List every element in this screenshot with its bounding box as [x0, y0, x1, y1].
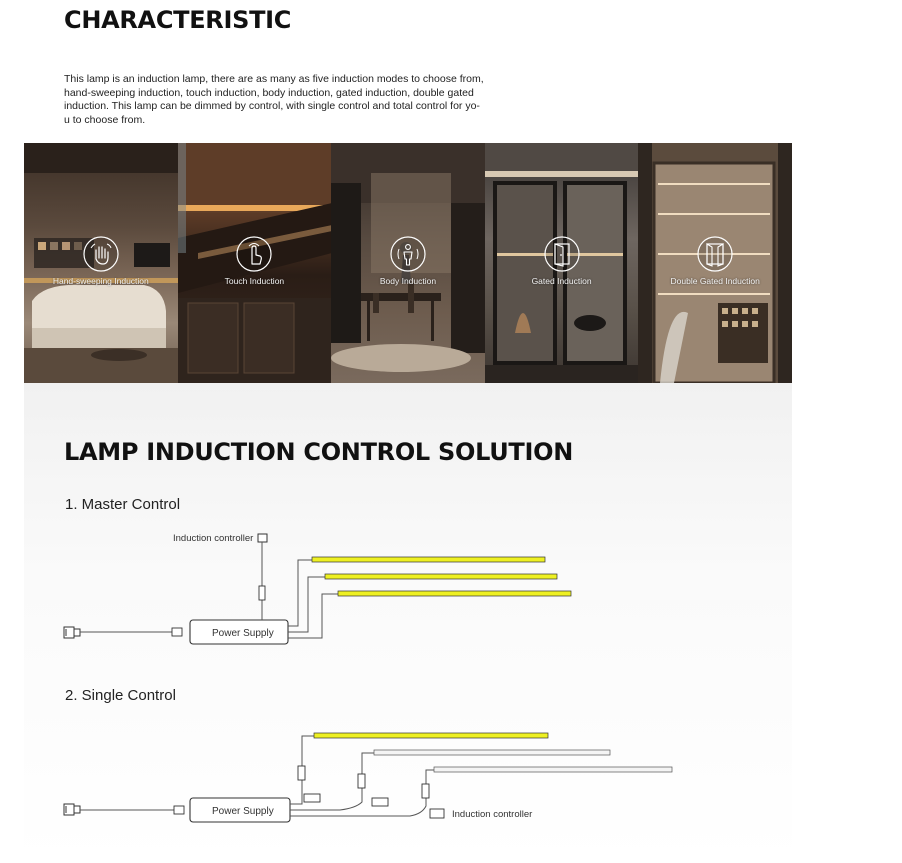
mode-label: Hand-sweeping Induction: [52, 276, 149, 286]
single-controller-label: Induction controller: [452, 809, 533, 820]
single-induction-controller: [430, 809, 444, 818]
single-mains-plug: [64, 804, 80, 815]
master-control-heading: 1. Master Control: [65, 496, 181, 513]
single-psu-label: Power Supply: [212, 806, 274, 817]
master-mains-plug: [64, 627, 80, 638]
solution-title: LAMP INDUCTION CONTROL SOLUTION: [64, 438, 573, 466]
characteristic-title: CHARACTERISTIC: [64, 6, 292, 34]
single-led-strip-3: [434, 767, 672, 772]
mode-label: Double Gated Induction: [670, 276, 760, 286]
single-led-strip-2: [374, 750, 610, 755]
mode-label: Touch Induction: [224, 276, 285, 286]
intro-line: This lamp is an induction lamp, there are as many as five induction modes to choose from,: [64, 73, 484, 85]
master-controller-label: Induction controller: [173, 533, 254, 544]
master-induction-controller: [258, 534, 267, 542]
master-led-strip-3: [338, 591, 571, 596]
master-led-strip-1: [312, 557, 545, 562]
master-control-diagram: [64, 533, 571, 644]
intro-line: induction. This lamp can be dimmed by control, with single control and total control for yo-: [64, 100, 480, 113]
intro-line: hand-sweeping induction, touch induction, body induction, gated induction, double gated: [64, 86, 474, 99]
mode-label: Body Induction: [379, 276, 437, 286]
single-led-strip-1: [314, 733, 548, 738]
mode-label: Gated Induction: [531, 276, 592, 286]
single-control-heading: 2. Single Control: [65, 687, 176, 704]
master-led-strip-2: [325, 574, 557, 579]
intro-line: u to choose from.: [64, 113, 146, 126]
single-control-diagram: [64, 733, 672, 822]
master-psu-label: Power Supply: [212, 628, 274, 639]
